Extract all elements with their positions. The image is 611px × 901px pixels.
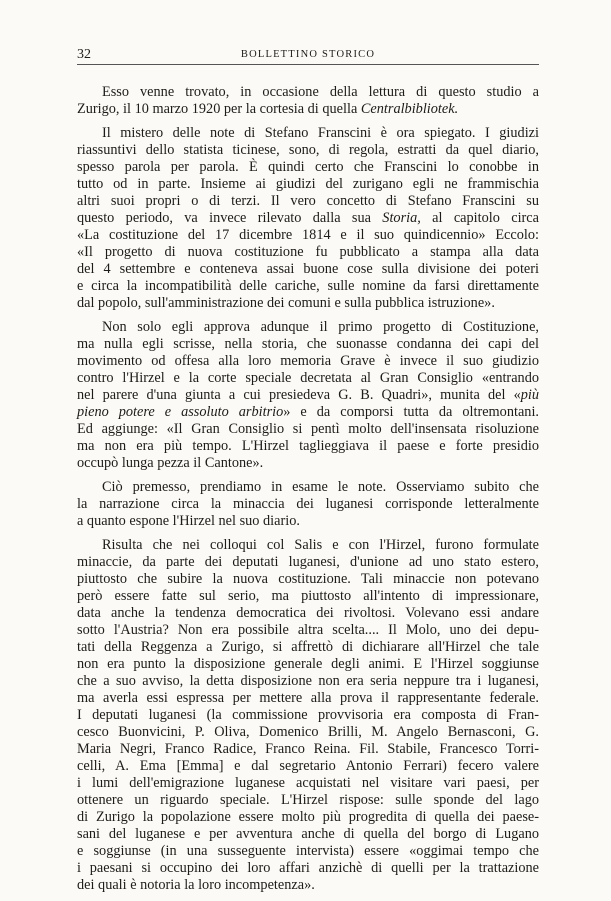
- text-run: altri suoi propri o di terzi. Il vero concetto di Stefano Franscini su: [77, 193, 539, 209]
- text-line: [77, 210, 539, 227]
- text-run: di Zurigo la popolazione essere molto più progredita di quella dei paese-: [77, 809, 539, 825]
- text-run: però essere fatte sul serio, ma piuttosto all'intento di impressionare,: [77, 588, 539, 604]
- text-line: [77, 826, 539, 843]
- text-run: tutto od in parte. Insieme ai giudizi del zurigano egli ne frammischia: [77, 176, 539, 192]
- text-run: la narrazione circa la minaccia dei luganesi corrisponde letteralmente: [77, 496, 539, 512]
- text-line: [77, 554, 539, 571]
- paragraph: [77, 84, 539, 118]
- text-run: a quanto espone l'Hirzel nel suo diario.: [77, 513, 300, 529]
- text-line: [77, 513, 539, 530]
- text-run: Il mistero delle note di Stefano Franscini è ora spiegato. I giudizi: [102, 125, 539, 141]
- text-run: dal popolo, sull'amministrazione dei comuni e sulla pubblica istruzione».: [77, 295, 495, 311]
- text-run: nel parere d'una giunta a cui presiedeva G. B. Quadri», munita del «: [77, 387, 521, 403]
- text-run: i lumi dell'emigrazione luganese acquistati nel visitare vari paesi, per: [77, 775, 539, 791]
- text-line: [77, 193, 539, 210]
- text-line: [77, 244, 539, 261]
- text-run: del 4 settembre e conteneva assai buone cose sulla divisione dei poteri: [77, 261, 539, 277]
- text-line: [77, 707, 539, 724]
- text-line: [77, 261, 539, 278]
- text-line: [77, 741, 539, 758]
- paragraph: [77, 319, 539, 472]
- text-run: I deputati luganesi (la commissione provvisoria era composta di Fran-: [77, 707, 539, 723]
- text-run: piuttosto che subire la nuova costituzione. Tali minaccie non potevano: [77, 571, 539, 587]
- text-run: cesco Buonvicini, P. Oliva, Domenico Brilli, M. Angelo Bernasconi, G.: [77, 724, 539, 740]
- text-line: [77, 421, 539, 438]
- text-run: dei quali è notoria la loro incompetenza».: [77, 877, 315, 893]
- text-line: [77, 370, 539, 387]
- text-run: Risulta che nei colloqui col Salis e con l'Hirzel, furono formulate: [102, 537, 539, 553]
- text-line: [77, 571, 539, 588]
- text-line: [77, 142, 539, 159]
- text-run: sani del luganese e per avventura anche di quella del borgo di Lugano: [77, 826, 539, 842]
- paragraph: [77, 125, 539, 312]
- italic-text: Storia,: [382, 210, 421, 226]
- text-run: ma averla essi espressa per mettere alla prova il rappresentante federale.: [77, 690, 539, 706]
- text-run: minaccie, da parte dei deputati luganesi, d'unione ad uno stato estero,: [77, 554, 539, 570]
- text-line: [77, 455, 539, 472]
- text-run: «La costituzione del 17 dicembre 1814 e il suo quindicennio» Eccolo:: [77, 227, 539, 243]
- text-line: [77, 860, 539, 877]
- text-line: [77, 278, 539, 295]
- text-line: [77, 479, 539, 496]
- text-line: [77, 809, 539, 826]
- text-run: contro l'Hirzel e la corte speciale decretata al Gran Consiglio «entrando: [77, 370, 539, 386]
- text-line: [77, 605, 539, 622]
- text-line: [77, 724, 539, 741]
- text-line: [77, 656, 539, 673]
- italic-text: pieno potere e assoluto arbitrio: [77, 404, 284, 420]
- text-line: [77, 404, 539, 421]
- text-line: [77, 125, 539, 142]
- text-line: [77, 438, 539, 455]
- text-run: al capitolo circa: [420, 210, 539, 226]
- text-line: [77, 673, 539, 690]
- text-run: Non solo egli approva adunque il primo progetto di Costituzione,: [102, 319, 539, 335]
- text-run: ma non era più tempo. L'Hirzel taglieggiava il paese e forte presidio: [77, 438, 539, 454]
- running-title: BOLLETTINO STORICO: [240, 49, 376, 60]
- text-run: data anche la tendenza democratica dei rivoltosi. Volevano essi andare: [77, 605, 539, 621]
- text-line: [77, 792, 539, 809]
- text-line: [77, 877, 539, 894]
- text-run: ma nulla egli scrisse, nella storia, che suonasse condanna dei capi del: [77, 336, 539, 352]
- text-line: [77, 496, 539, 513]
- text-run: che a suo avviso, la detta disposizione non era seria neppure tra i luganesi,: [77, 673, 539, 689]
- text-line: [77, 353, 539, 370]
- text-line: [77, 159, 539, 176]
- text-run: celli, A. Ema [Emma] e dal segretario Antonio Ferrari) fecero valere: [77, 758, 539, 774]
- text-run: Ed aggiunge: «Il Gran Consiglio si pentì molto dell'insensata risoluzione: [77, 421, 539, 437]
- text-run: e circa la incompatibilità delle cariche, sulle nomine da farsi direttamente: [77, 278, 539, 294]
- text-line: [77, 336, 539, 353]
- paragraph: [77, 537, 539, 894]
- text-line: [77, 101, 539, 118]
- text-run: tati della Reggenza a Zurigo, si affrettò di dichiarare all'Hirzel che tale: [77, 639, 539, 655]
- text-line: [77, 690, 539, 707]
- text-line: [77, 176, 539, 193]
- text-run: occupò lunga pezza il Cantone».: [77, 455, 264, 471]
- text-run: movimento od offesa alla loro memoria Grave è invece il suo giudizio: [77, 353, 539, 369]
- text-run: i paesani si occupino dei loro affari anzichè di quelli per la trattazione: [77, 860, 539, 876]
- text-run: ottenere un riguardo speciale. L'Hirzel rispose: sulle sponde del lago: [77, 792, 539, 808]
- body-text: [77, 84, 539, 901]
- text-line: [77, 622, 539, 639]
- text-run: » e da comporsi tutta da oltremontani.: [283, 404, 539, 420]
- text-run: «Il progetto di nuova costituzione fu pubblicato a stampa alla data: [77, 244, 539, 260]
- text-run: spesso parola per parola. È quindi certo che Franscini lo conobbe in: [77, 159, 539, 175]
- text-run: Zurigo, il 10 marzo 1920 per la cortesia di quella: [77, 101, 361, 117]
- text-run: riassuntivi dello statista ticinese, sono, di regola, estratti da quel diario,: [77, 142, 539, 158]
- text-run: Esso venne trovato, in occasione della lettura di questo studio a: [102, 84, 539, 100]
- text-line: [77, 295, 539, 312]
- text-line: [77, 387, 539, 404]
- italic-text: più: [520, 387, 539, 403]
- text-line: [77, 84, 539, 101]
- page-header: [77, 47, 539, 65]
- text-run: e soggiunse (in una susseguente intervista) essere «oggimai tempo che: [77, 843, 539, 859]
- page-number: 32: [77, 47, 91, 62]
- text-line: [77, 758, 539, 775]
- text-line: [77, 639, 539, 656]
- text-run: non era punto la disposizione generale degli animi. E l'Hirzel soggiunse: [77, 656, 539, 672]
- text-line: [77, 588, 539, 605]
- text-run: questo periodo, va invece rilevato dalla sua: [77, 210, 383, 226]
- text-run: sotto l'Austria? Non era possibile altra scelta.... Il Molo, uno dei depu-: [77, 622, 539, 638]
- paragraph: [77, 479, 539, 530]
- text-line: [77, 319, 539, 336]
- text-run: Ciò premesso, prendiamo in esame le note. Osserviamo subito che: [102, 479, 539, 495]
- text-line: [77, 775, 539, 792]
- text-line: [77, 537, 539, 554]
- text-line: [77, 227, 539, 244]
- text-line: [77, 843, 539, 860]
- text-run: Maria Negri, Franco Radice, Franco Reina. Fil. Stabile, Francesco Torri-: [77, 741, 539, 757]
- italic-text: Centralbibliotek.: [360, 101, 459, 117]
